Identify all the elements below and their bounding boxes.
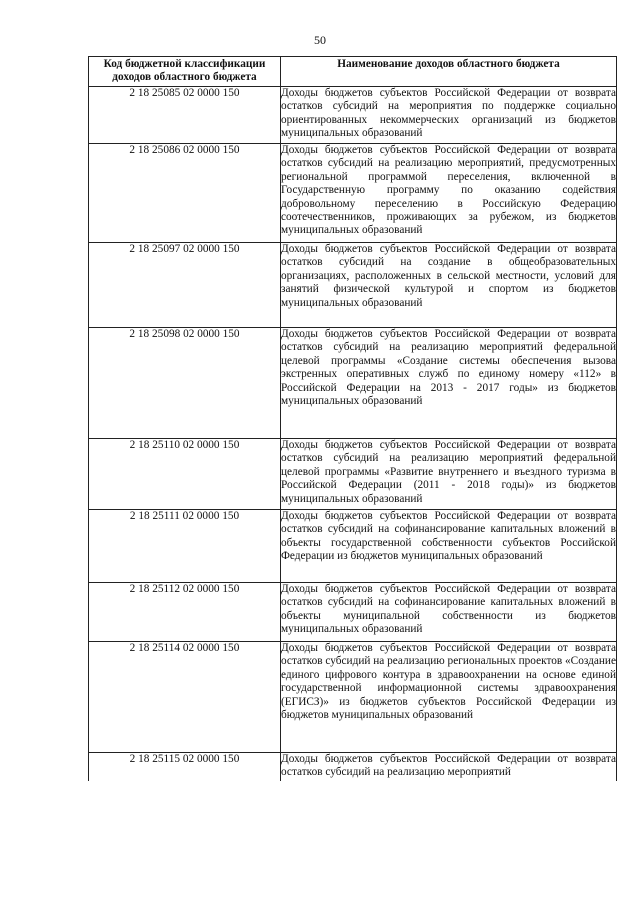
cell-name: Доходы бюджетов субъектов Российской Федерации от возврата остатков субсидий на реализацию мероприятий, предусмотренных региональной программой переселения, включенной в Государственную программу по оказанию содействия добровольному переселению в Российскую Федерацию соотечественников, проживающих за рубежом, из бюджетов муниципальных образований: [281, 144, 617, 243]
table-row: [89, 642, 617, 753]
cell-name: Доходы бюджетов субъектов Российской Федерации от возврата остатков субсидий на мероприятия по поддержке социально ориентированных некоммерческих организаций из бюджетов муниципальных образований: [281, 87, 617, 144]
table-row: [89, 753, 617, 782]
table-row: [89, 87, 617, 144]
cell-code: 2 18 25114 02 0000 150: [89, 642, 281, 753]
cell-name: Доходы бюджетов субъектов Российской Федерации от возврата остатков субсидий на реализацию региональных проектов «Создание единого цифрового контура в здравоохранении на основе единой государственной информационной системы здравоохранения (ЕГИСЗ)» из бюджетов субъектов Российской Федерации из бюджетов муниципальных образований: [281, 642, 617, 753]
cell-name: Доходы бюджетов субъектов Российской Федерации от возврата остатков субсидий на создание в общеобразовательных организациях, расположенных в сельской местности, условий для занятий физической культурой и спортом из бюджетов муниципальных образований: [281, 243, 617, 328]
cell-name: Доходы бюджетов субъектов Российской Федерации от возврата остатков субсидий на софинансирование капитальных вложений в объекты государственной собственности субъектов Российской Федерации из бюджетов муниципальных образований: [281, 510, 617, 583]
header-code: Код бюджетной классификации доходов областного бюджета: [89, 57, 281, 87]
cell-name: Доходы бюджетов субъектов Российской Федерации от возврата остатков субсидий на реализацию мероприятий федеральной целевой программы «Развитие внутреннего и въездного туризма в Российской Федерации (2011 - 2018 годы)» из бюджетов муниципальных образований: [281, 439, 617, 510]
header-name: Наименование доходов областного бюджета: [281, 57, 617, 87]
budget-income-table: [88, 56, 617, 781]
cell-code: 2 18 25110 02 0000 150: [89, 439, 281, 510]
cell-name: Доходы бюджетов субъектов Российской Федерации от возврата остатков субсидий на реализацию мероприятий федеральной целевой программы «Создание системы обеспечения вызова экстренных оперативных служб по единому номеру «112» в Российской Федерации на 2013 - 2017 годы» из бюджетов муниципальных образований: [281, 328, 617, 439]
cell-code: 2 18 25111 02 0000 150: [89, 510, 281, 583]
cell-code: 2 18 25085 02 0000 150: [89, 87, 281, 144]
cell-code: 2 18 25112 02 0000 150: [89, 583, 281, 642]
page-number: 50: [314, 33, 326, 47]
cell-name: Доходы бюджетов субъектов Российской Федерации от возврата остатков субсидий на софинансирование капитальных вложений в объекты муниципальной собственности из бюджетов муниципальных образований: [281, 583, 617, 642]
table-row: [89, 328, 617, 439]
cell-code: 2 18 25098 02 0000 150: [89, 328, 281, 439]
cell-code: 2 18 25086 02 0000 150: [89, 144, 281, 243]
table-row: [89, 510, 617, 583]
table-row: [89, 583, 617, 642]
table-row: [89, 144, 617, 243]
cell-name: Доходы бюджетов субъектов Российской Федерации от возврата остатков субсидий на реализацию мероприятий: [281, 753, 617, 782]
table-row: [89, 243, 617, 328]
cell-code: 2 18 25115 02 0000 150: [89, 753, 281, 782]
table-row: [89, 439, 617, 510]
table-header-row: [89, 57, 617, 87]
cell-code: 2 18 25097 02 0000 150: [89, 243, 281, 328]
